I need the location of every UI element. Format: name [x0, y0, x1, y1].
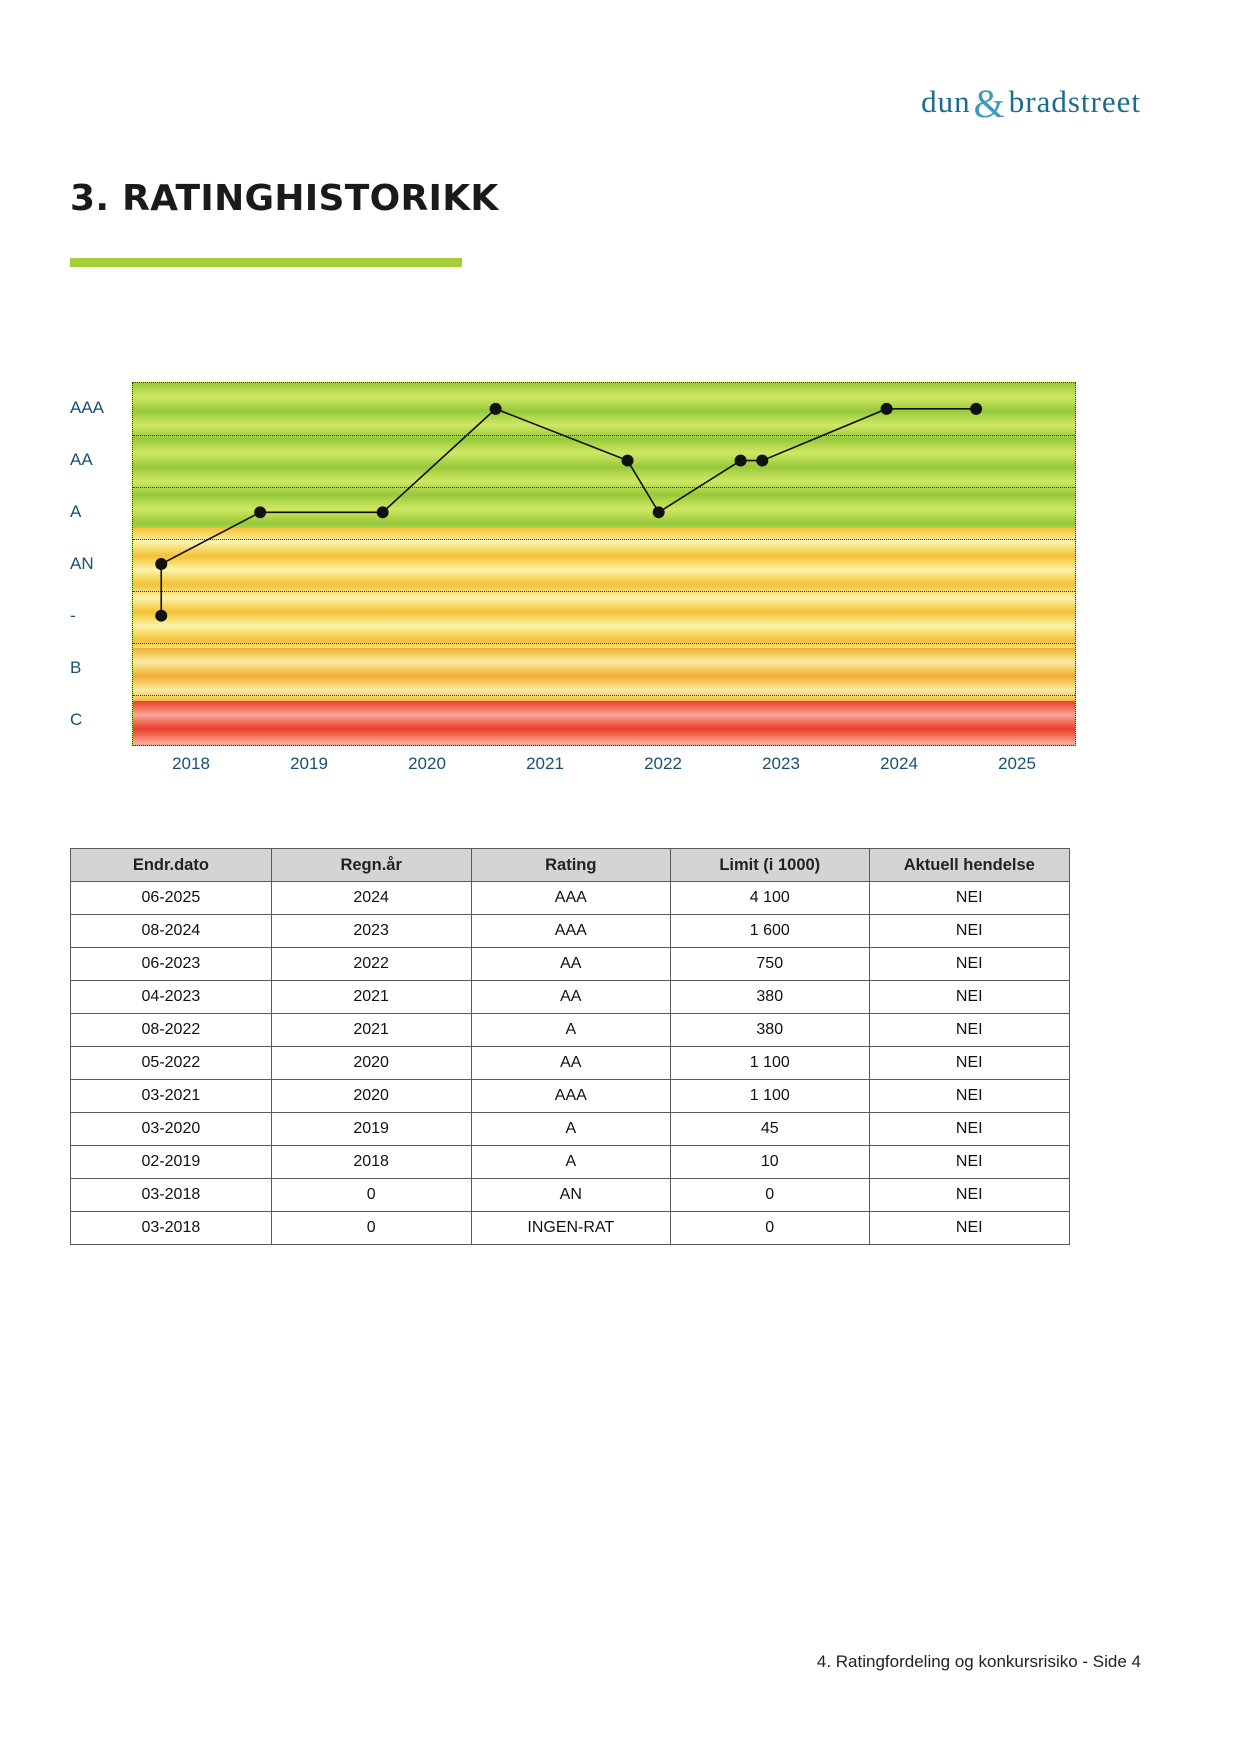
- chart-x-label: 2025: [998, 754, 1036, 773]
- table-cell: 0: [271, 1179, 471, 1212]
- chart-y-label: AA: [70, 450, 93, 469]
- table-header-cell: Rating: [471, 849, 670, 882]
- table-cell: AA: [471, 948, 670, 981]
- table-cell: 08-2024: [71, 915, 272, 948]
- chart-data-point: [622, 455, 634, 467]
- table-row: [71, 1014, 1070, 1047]
- chart-x-label: 2024: [880, 754, 918, 773]
- table-cell: 1 600: [671, 915, 870, 948]
- table-row: [71, 1080, 1070, 1113]
- table-cell: 08-2022: [71, 1014, 272, 1047]
- chart-y-label: AAA: [70, 398, 105, 417]
- table-cell: NEI: [869, 915, 1069, 948]
- title-underline-rule: [70, 258, 462, 267]
- page-title: 3. RATINGHISTORIKK: [70, 178, 499, 219]
- table-cell: 03-2021: [71, 1080, 272, 1113]
- chart-data-point: [254, 506, 266, 518]
- chart-data-point: [155, 610, 167, 622]
- table-cell: A: [471, 1113, 670, 1146]
- chart-data-point: [735, 455, 747, 467]
- table-row: [71, 1047, 1070, 1080]
- table-header-cell: Limit (i 1000): [671, 849, 870, 882]
- rating-history-chart: [70, 382, 1076, 802]
- chart-data-point: [155, 558, 167, 570]
- chart-plot-area: [132, 382, 1076, 746]
- table-cell: NEI: [869, 1014, 1069, 1047]
- table-cell: 2020: [271, 1047, 471, 1080]
- table-cell: 03-2020: [71, 1113, 272, 1146]
- table-header-cell: Regn.år: [271, 849, 471, 882]
- table-cell: 04-2023: [71, 981, 272, 1014]
- table-header-row: [71, 849, 1070, 882]
- chart-x-label: 2023: [762, 754, 800, 773]
- table-cell: NEI: [869, 1179, 1069, 1212]
- table-cell: AAA: [471, 1080, 670, 1113]
- table-cell: 06-2025: [71, 882, 272, 915]
- table-cell: NEI: [869, 1047, 1069, 1080]
- table-cell: NEI: [869, 1146, 1069, 1179]
- chart-data-point: [756, 455, 768, 467]
- table-cell: AN: [471, 1179, 670, 1212]
- table-row: [71, 1212, 1070, 1245]
- chart-data-point: [377, 506, 389, 518]
- table-row: [71, 882, 1070, 915]
- chart-y-label: B: [70, 658, 82, 677]
- table-cell: 06-2023: [71, 948, 272, 981]
- footer-text: 4. Ratingfordeling og konkursrisiko - Side 4: [816, 1652, 1141, 1671]
- table-cell: NEI: [869, 882, 1069, 915]
- chart-data-point: [881, 403, 893, 415]
- table-cell: 10: [671, 1146, 870, 1179]
- table-row: [71, 1146, 1070, 1179]
- table-cell: 05-2022: [71, 1047, 272, 1080]
- table-header-cell: Aktuell hendelse: [869, 849, 1069, 882]
- chart-series-svg: [133, 383, 1075, 745]
- table-cell: 03-2018: [71, 1179, 272, 1212]
- chart-x-axis-labels: [132, 754, 1076, 784]
- chart-y-label: A: [70, 502, 82, 521]
- chart-x-label: 2018: [172, 754, 210, 773]
- table-cell: 2019: [271, 1113, 471, 1146]
- table-cell: NEI: [869, 948, 1069, 981]
- chart-data-point: [653, 506, 665, 518]
- table-header-cell: Endr.dato: [71, 849, 272, 882]
- table-row: [71, 1179, 1070, 1212]
- table-cell: 0: [671, 1212, 870, 1245]
- table-cell: 750: [671, 948, 870, 981]
- table-cell: A: [471, 1146, 670, 1179]
- chart-x-label: 2020: [408, 754, 446, 773]
- table-cell: 2018: [271, 1146, 471, 1179]
- table-cell: NEI: [869, 1080, 1069, 1113]
- table-cell: 2021: [271, 981, 471, 1014]
- table-cell: 03-2018: [71, 1212, 272, 1245]
- table-cell: AA: [471, 981, 670, 1014]
- table-row: [71, 1113, 1070, 1146]
- table-cell: 2024: [271, 882, 471, 915]
- rating-history-table: [70, 848, 1070, 1245]
- table-cell: 1 100: [671, 1080, 870, 1113]
- dun-bradstreet-logo: [921, 78, 1141, 125]
- table-cell: 2021: [271, 1014, 471, 1047]
- chart-x-label: 2022: [644, 754, 682, 773]
- logo-text-right: bradstreet: [1008, 83, 1141, 119]
- table-row: [71, 915, 1070, 948]
- table-row: [71, 981, 1070, 1014]
- table-cell: 45: [671, 1113, 870, 1146]
- table-cell: AAA: [471, 915, 670, 948]
- table-cell: NEI: [869, 1212, 1069, 1245]
- table-cell: AAA: [471, 882, 670, 915]
- table-cell: 1 100: [671, 1047, 870, 1080]
- chart-y-label: C: [70, 710, 83, 729]
- table-cell: NEI: [869, 981, 1069, 1014]
- table-cell: 380: [671, 1014, 870, 1047]
- table-cell: 2022: [271, 948, 471, 981]
- chart-x-label: 2021: [526, 754, 564, 773]
- chart-y-label: AN: [70, 554, 94, 573]
- table-cell: AA: [471, 1047, 670, 1080]
- table-cell: INGEN-RAT: [471, 1212, 670, 1245]
- table-row: [71, 948, 1070, 981]
- table-cell: 02-2019: [71, 1146, 272, 1179]
- logo-text-left: dun: [921, 83, 971, 119]
- table-cell: A: [471, 1014, 670, 1047]
- table-cell: 4 100: [671, 882, 870, 915]
- table-cell: 0: [271, 1212, 471, 1245]
- chart-data-point: [490, 403, 502, 415]
- table-cell: 0: [671, 1179, 870, 1212]
- chart-data-point: [970, 403, 982, 415]
- chart-y-label: -: [70, 606, 76, 625]
- table-cell: 2020: [271, 1080, 471, 1113]
- ampersand-icon: &: [973, 81, 1006, 126]
- table-cell: 2023: [271, 915, 471, 948]
- table-cell: NEI: [869, 1113, 1069, 1146]
- table-cell: 380: [671, 981, 870, 1014]
- chart-x-label: 2019: [290, 754, 328, 773]
- chart-y-axis-labels: [70, 382, 132, 746]
